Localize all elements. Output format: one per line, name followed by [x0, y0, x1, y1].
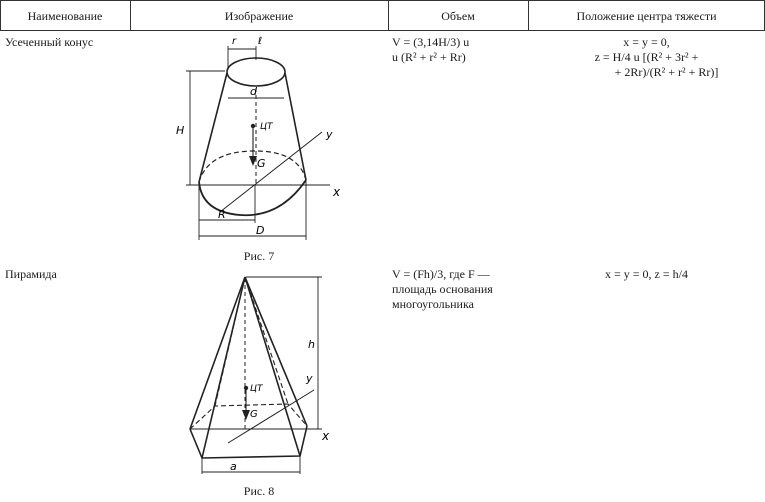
row-center [528, 35, 765, 80]
volume-line: V = (Fh)/3, где F — [392, 267, 490, 281]
center-line: + 2Rr)/(R² + r² + Rr)] [614, 65, 719, 79]
header-name: Наименование [27, 9, 103, 23]
header-image: Изображение [224, 9, 294, 23]
volume-line: u (R² + r² + Rr) [392, 50, 466, 64]
label-x: x [322, 429, 330, 443]
label-G: G [250, 409, 258, 420]
label-a: a [230, 460, 237, 473]
figure-caption: Рис. 7 [243, 249, 275, 263]
label-D: D [256, 224, 265, 237]
label-h: h [308, 338, 315, 351]
volume-line: V = (3,14H/3) u [392, 35, 470, 49]
label-ct: ЦТ [250, 384, 263, 394]
label-y: y [326, 128, 333, 141]
row-volume [392, 35, 526, 65]
row-name: Усеченный конус [5, 35, 94, 49]
truncated-cone-figure [130, 30, 388, 250]
header-volume: Объем [441, 9, 475, 23]
cone-top-ellipse [227, 58, 285, 86]
label-H: H [176, 124, 185, 137]
volume-line: площадь основания [392, 282, 493, 296]
header-center: Положение центра тяжести [576, 9, 717, 23]
center-line: z = H/4 u [(R² + 3r² + [594, 50, 699, 64]
label-y: y [306, 372, 313, 385]
pyramid-figure [130, 268, 388, 482]
label-x: x [333, 185, 341, 199]
label-ct: ЦТ [260, 122, 273, 132]
center-line: x = y = 0, [623, 35, 670, 49]
figure-caption: Рис. 8 [243, 484, 275, 498]
row-center [528, 267, 765, 282]
table-border-top [0, 0, 765, 1]
row-name: Пирамида [5, 267, 57, 281]
label-d: d [250, 85, 257, 98]
cone-left-side [199, 73, 227, 182]
volume-line: многоугольника [392, 297, 474, 311]
label-r: r [232, 36, 237, 47]
center-line: x = y = 0, z = h/4 [605, 267, 688, 281]
label-e: ℓ [258, 36, 263, 47]
row-volume [392, 267, 526, 312]
label-G: G [257, 157, 266, 170]
label-R: R [218, 208, 226, 221]
